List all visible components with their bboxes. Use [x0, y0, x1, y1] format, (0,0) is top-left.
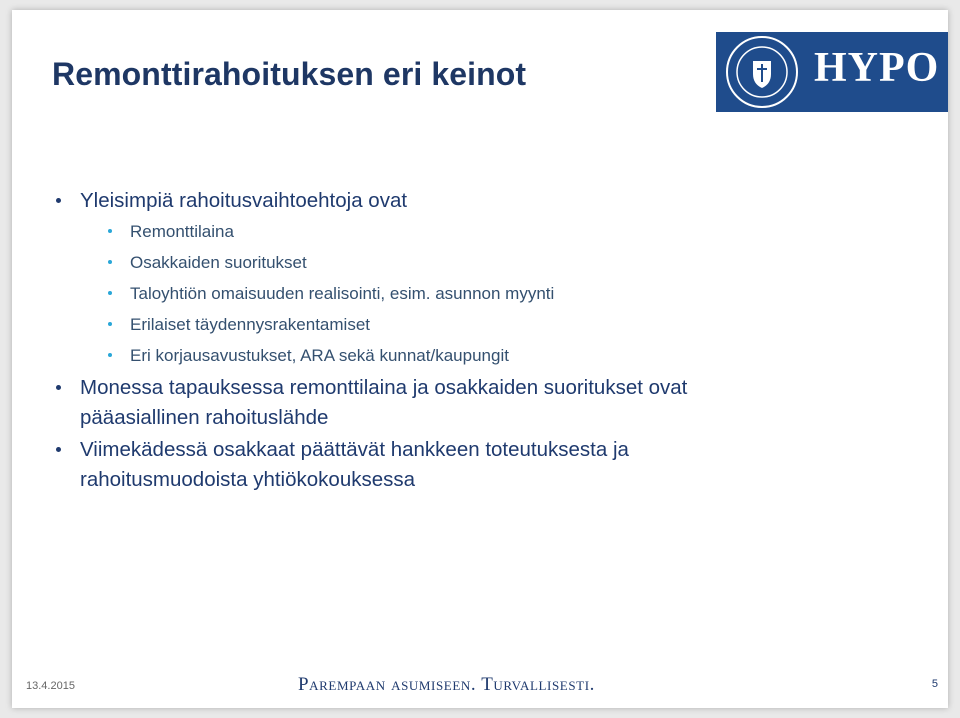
- footer-slogan: Parempaan asumiseen. Turvallisesti.: [298, 674, 595, 695]
- bullet-item: [54, 186, 914, 216]
- slide: [12, 10, 948, 708]
- sub-bullet-text: Eri korjausavustukset, ARA sekä kunnat/kaupungit: [130, 346, 509, 365]
- sub-bullet-dot-icon: [108, 322, 112, 326]
- sub-bullet-item: [54, 247, 914, 278]
- sub-bullet-item: [54, 216, 914, 247]
- bullet-dot-icon: [56, 447, 61, 452]
- bullet-item: [54, 435, 914, 495]
- bullet-text: Yleisimpiä rahoitusvaihtoehtoja ovat: [80, 189, 408, 212]
- sub-bullet-item: [54, 278, 914, 309]
- bullet-dot-icon: [56, 198, 61, 203]
- sub-bullet-text: Taloyhtiön omaisuuden realisointi, esim. asunnon myynti: [130, 284, 555, 303]
- sub-bullet-dot-icon: [108, 229, 112, 233]
- sub-bullet-item: [54, 340, 914, 371]
- sub-bullet-dot-icon: [108, 260, 112, 264]
- sub-bullet-dot-icon: [108, 353, 112, 357]
- sub-bullet-text: Osakkaiden suoritukset: [130, 253, 307, 272]
- bullet-dot-icon: [56, 385, 61, 390]
- bullet-text-line2: rahoitusmuodoista yhtiökokouksessa: [80, 468, 416, 491]
- bullet-item: [54, 373, 914, 433]
- logo-text: HYPO: [814, 45, 940, 91]
- bullet-list: [54, 186, 914, 495]
- hypo-seal-icon: [724, 34, 800, 110]
- sub-bullet-item: [54, 309, 914, 340]
- slide-title: Remonttirahoituksen eri keinot: [52, 56, 527, 92]
- page-number: 5: [931, 678, 938, 690]
- sub-bullet-text: Remonttilaina: [130, 222, 234, 241]
- sub-bullet-dot-icon: [108, 291, 112, 295]
- bullet-text-line1: Monessa tapauksessa remonttilaina ja osakkaiden suoritukset ovat: [80, 376, 688, 399]
- bullet-text-line1: Viimekädessä osakkaat päättävät hankkeen toteutuksesta ja: [80, 438, 629, 461]
- bullet-text-line2: pääasiallinen rahoituslähde: [80, 406, 329, 429]
- sub-bullet-text: Erilaiset täydennysrakentamiset: [130, 315, 371, 334]
- footer-date: 13.4.2015: [26, 680, 75, 692]
- hypo-logo: [716, 32, 948, 112]
